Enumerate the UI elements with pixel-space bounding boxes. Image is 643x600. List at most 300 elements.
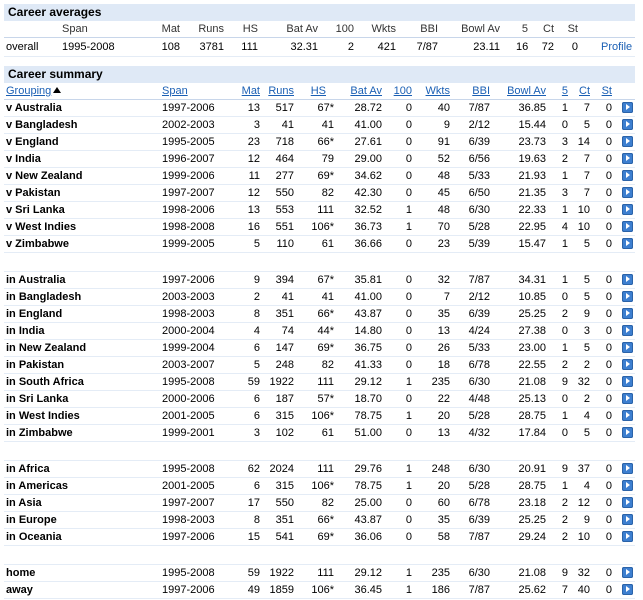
wkts-cell: 186 [431,584,450,596]
hundreds-cell: 0 [405,136,412,148]
hs-cell: 67* [317,274,334,286]
arrow-right-icon[interactable] [622,187,633,198]
st-cell: 0 [605,221,612,233]
runs-cell: 277 [275,170,294,182]
overall-batav: 32.31 [290,41,318,53]
arrow-right-icon[interactable] [622,497,633,508]
batav-cell: 51.00 [354,427,382,439]
arrow-right-icon[interactable] [622,325,633,336]
bowlav-cell: 21.35 [518,187,546,199]
bbi-cell: 6/30 [468,376,490,388]
sort-ct-link[interactable]: Ct [579,85,590,97]
wkts-cell: 13 [437,427,450,439]
arrow-right-icon[interactable] [622,291,633,302]
batav-cell: 27.61 [354,136,382,148]
hs-cell: 69* [317,170,334,182]
grouping-cell: in South Africa [6,376,84,388]
runs-cell: 517 [275,102,294,114]
grouping-cell: v Pakistan [6,187,61,199]
hs-cell: 111 [317,567,334,579]
grouping-cell: in Australia [6,274,66,286]
bowlav-cell: 15.47 [518,238,546,250]
wkts-cell: 35 [437,514,450,526]
batav-cell: 18.70 [354,393,382,405]
summary-row [4,151,635,168]
bowlav-cell: 34.31 [518,274,546,286]
st-cell: 0 [605,584,612,596]
hundreds-cell: 0 [405,393,412,405]
hs-cell: 66* [317,514,334,526]
arrow-right-icon[interactable] [622,410,633,421]
five-cell: 9 [561,376,568,388]
five-cell: 1 [561,204,568,216]
batav-cell: 36.73 [354,221,382,233]
bowlav-cell: 23.73 [518,136,546,148]
ct-cell: 9 [583,514,590,526]
bbi-cell: 4/32 [468,427,490,439]
bbi-cell: 7/87 [468,531,490,543]
arrow-right-icon[interactable] [622,427,633,438]
hundreds-cell: 1 [405,221,412,233]
col-runs: Runs [198,23,224,35]
grouping-cell: in Oceania [6,531,62,543]
hundreds-cell: 0 [405,497,412,509]
mat-cell: 59 [247,567,260,579]
hundreds-cell: 0 [405,427,412,439]
hs-cell: 41 [321,119,334,131]
st-cell: 0 [605,342,612,354]
overall-st: 0 [571,41,578,53]
hundreds-cell: 0 [405,342,412,354]
stats-page [4,4,635,599]
arrow-right-icon[interactable] [622,342,633,353]
overall-hs: 111 [241,41,258,53]
summary-row [4,306,635,323]
span-cell: 1999-2004 [162,342,215,354]
wkts-cell: 20 [437,480,450,492]
arrow-right-icon[interactable] [622,170,633,181]
st-cell: 0 [605,102,612,114]
summary-row [4,289,635,306]
mat-cell: 5 [253,238,260,250]
averages-overall-row [4,38,635,57]
bowlav-cell: 21.08 [518,567,546,579]
hs-cell: 82 [321,497,334,509]
ct-cell: 14 [577,136,590,148]
hs-cell: 57* [317,393,334,405]
hs-cell: 82 [321,359,334,371]
sort-bbi-link[interactable]: BBI [472,85,490,97]
arrow-right-icon[interactable] [622,480,633,491]
bbi-cell: 5/39 [468,238,490,250]
batav-cell: 29.12 [354,376,382,388]
st-cell: 0 [605,291,612,303]
five-cell: 0 [561,393,568,405]
hundreds-cell: 1 [405,463,412,475]
col-hs: HS [242,23,258,35]
arrow-right-icon[interactable] [622,102,633,113]
arrow-right-icon[interactable] [622,514,633,525]
span-cell: 1997-2006 [162,584,215,596]
st-cell: 0 [605,376,612,388]
grouping-cell: in Asia [6,497,42,509]
wkts-cell: 7 [443,291,450,303]
overall-100: 2 [347,41,354,53]
arrow-right-icon[interactable] [622,221,633,232]
ct-cell: 9 [583,308,590,320]
bbi-cell: 7/87 [468,102,490,114]
ct-cell: 37 [577,463,590,475]
ct-cell: 5 [583,119,590,131]
wkts-cell: 235 [431,567,450,579]
mat-cell: 62 [247,463,260,475]
wkts-cell: 35 [437,308,450,320]
batav-cell: 36.45 [354,584,382,596]
arrow-right-icon[interactable] [622,308,633,319]
mat-cell: 4 [253,325,260,337]
batav-cell: 43.87 [354,308,382,320]
summary-row [4,565,635,582]
summary-row [4,461,635,478]
summary-row [4,185,635,202]
summary-row [4,202,635,219]
hs-cell: 111 [317,463,334,475]
hs-cell: 106* [311,221,334,233]
ct-cell: 12 [577,497,590,509]
hundreds-cell: 0 [405,153,412,165]
col-bbi: BBI [420,23,438,35]
col-batav: Bat Av [286,23,318,35]
wkts-cell: 91 [437,136,450,148]
hundreds-cell: 1 [405,410,412,422]
span-cell: 2000-2006 [162,393,215,405]
overall-label: overall [6,41,39,53]
summary-row [4,529,635,546]
wkts-cell: 13 [437,325,450,337]
five-cell: 2 [561,497,568,509]
sort-bowlav-link[interactable]: Bowl Av [507,85,546,97]
batav-cell: 14.80 [354,325,382,337]
grouping-cell: v Sri Lanka [6,204,65,216]
bbi-cell: 2/12 [468,119,490,131]
wkts-cell: 23 [437,238,450,250]
bbi-cell: 5/33 [468,342,490,354]
grouping-cell: in Zimbabwe [6,427,73,439]
hs-cell: 106* [311,410,334,422]
bbi-cell: 6/39 [468,308,490,320]
hundreds-cell: 0 [405,238,412,250]
st-cell: 0 [605,514,612,526]
hundreds-cell: 0 [405,291,412,303]
ct-cell: 10 [577,531,590,543]
bbi-cell: 5/28 [468,480,490,492]
hs-cell: 82 [321,187,334,199]
runs-cell: 1922 [269,567,294,579]
span-cell: 2000-2004 [162,325,215,337]
batav-cell: 36.06 [354,531,382,543]
sort-ascending-icon [53,87,61,93]
summary-row [4,100,635,117]
batav-cell: 36.75 [354,342,382,354]
hundreds-cell: 0 [405,274,412,286]
sort-100-link[interactable]: 100 [393,85,412,97]
mat-cell: 6 [253,480,260,492]
span-cell: 1997-2006 [162,102,215,114]
bbi-cell: 4/48 [468,393,490,405]
sort-wkts-link[interactable]: Wkts [425,85,450,97]
bowlav-cell: 25.62 [518,584,546,596]
hs-cell: 61 [321,427,334,439]
summary-row [4,134,635,151]
overall-mat: 108 [161,41,180,53]
mat-cell: 59 [247,376,260,388]
grouping-cell: in Europe [6,514,57,526]
bowlav-cell: 25.13 [518,393,546,405]
arrow-right-icon[interactable] [622,204,633,215]
ct-cell: 7 [583,102,590,114]
wkts-cell: 45 [437,187,450,199]
wkts-cell: 20 [437,410,450,422]
grouping-cell: in West Indies [6,410,80,422]
hundreds-cell: 0 [405,325,412,337]
mat-cell: 8 [253,514,260,526]
ct-cell: 4 [583,480,590,492]
grouping-cell: in Pakistan [6,359,65,371]
arrow-right-icon[interactable] [622,567,633,578]
col-100: 100 [335,23,354,35]
spacer [4,57,635,66]
mat-cell: 9 [253,274,260,286]
five-cell: 1 [561,342,568,354]
ct-cell: 40 [577,584,590,596]
bowlav-cell: 22.95 [518,221,546,233]
span-cell: 1997-2006 [162,531,215,543]
mat-cell: 8 [253,308,260,320]
hs-cell: 44* [317,325,334,337]
hs-cell: 111 [317,204,334,216]
mat-cell: 23 [247,136,260,148]
grouping-cell: v India [6,153,41,165]
sort-5-link[interactable]: 5 [561,85,568,97]
sort-span-link[interactable]: Span [162,85,188,97]
arrow-right-icon[interactable] [622,274,633,285]
sort-st-link[interactable]: St [601,85,612,97]
summary-header-row [4,83,635,100]
summary-row [4,219,635,236]
span-cell: 1997-2006 [162,274,215,286]
bowlav-cell: 19.63 [518,153,546,165]
span-cell: 1999-2005 [162,238,215,250]
overall-5: 16 [516,41,529,53]
col-bowlav: Bowl Av [461,23,500,35]
mat-cell: 17 [247,497,260,509]
wkts-cell: 70 [437,221,450,233]
grouping-cell: in Sri Lanka [6,393,69,405]
bbi-cell: 6/56 [468,153,490,165]
five-cell: 7 [561,584,568,596]
runs-cell: 351 [275,514,294,526]
col-span: Span [62,23,88,35]
averages-header-row [4,21,635,38]
span-cell: 1995-2008 [162,567,215,579]
batav-cell: 29.12 [354,567,382,579]
arrow-right-icon[interactable] [622,153,633,164]
hs-cell: 66* [317,136,334,148]
bbi-cell: 5/33 [468,170,490,182]
span-cell: 2001-2005 [162,410,215,422]
st-cell: 0 [605,427,612,439]
sort-hs-link[interactable]: HS [310,85,326,97]
grouping-cell: in Bangladesh [6,291,82,303]
five-cell: 1 [561,170,568,182]
five-cell: 1 [561,102,568,114]
wkts-cell: 32 [437,274,450,286]
hundreds-cell: 0 [405,170,412,182]
five-cell: 1 [561,410,568,422]
bbi-cell: 5/28 [468,410,490,422]
span-cell: 1998-2006 [162,204,215,216]
span-cell: 2001-2005 [162,480,215,492]
hundreds-cell: 0 [405,308,412,320]
arrow-right-icon[interactable] [622,393,633,404]
five-cell: 2 [561,308,568,320]
group-separator [4,253,635,272]
span-cell: 1998-2003 [162,308,215,320]
span-cell: 1997-2007 [162,497,215,509]
grouping-cell: in Americas [6,480,68,492]
profile-link[interactable]: Profile [601,41,633,53]
wkts-cell: 48 [437,170,450,182]
bowlav-cell: 23.18 [518,497,546,509]
overall-bbi: 7/87 [416,41,438,53]
runs-cell: 2024 [269,463,294,475]
runs-cell: 74 [281,325,294,337]
grouping-cell: in England [6,308,63,320]
bbi-cell: 4/24 [468,325,490,337]
runs-cell: 551 [275,221,294,233]
runs-cell: 147 [275,342,294,354]
ct-cell: 2 [583,359,590,371]
bowlav-cell: 17.84 [518,427,546,439]
summary-row [4,582,635,599]
batav-cell: 78.75 [354,410,382,422]
summary-row [4,340,635,357]
bbi-cell: 6/30 [468,463,490,475]
hs-cell: 66* [317,308,334,320]
hs-cell: 79 [321,153,334,165]
five-cell: 2 [561,359,568,371]
summary-row [4,425,635,442]
wkts-cell: 18 [437,359,450,371]
runs-cell: 102 [275,427,294,439]
grouping-cell: in India [6,325,45,337]
batav-cell: 36.66 [354,238,382,250]
summary-row [4,357,635,374]
mat-cell: 6 [253,342,260,354]
summary-row [4,272,635,289]
five-cell: 3 [561,136,568,148]
runs-cell: 550 [275,187,294,199]
arrow-right-icon[interactable] [622,136,633,147]
sort-mat-link[interactable]: Mat [241,85,260,97]
ct-cell: 5 [583,291,590,303]
summary-row [4,495,635,512]
batav-cell: 78.75 [354,480,382,492]
runs-cell: 315 [275,480,294,492]
runs-cell: 187 [275,393,294,405]
bowlav-cell: 21.08 [518,376,546,388]
batav-cell: 42.30 [354,187,382,199]
summary-row [4,374,635,391]
five-cell: 1 [561,480,568,492]
bbi-cell: 6/30 [468,204,490,216]
grouping-cell: away [6,584,33,596]
bowlav-cell: 21.93 [518,170,546,182]
hs-cell: 111 [317,376,334,388]
wkts-cell: 248 [431,463,450,475]
wkts-cell: 9 [443,119,450,131]
ct-cell: 10 [577,221,590,233]
runs-cell: 550 [275,497,294,509]
five-cell: 9 [561,567,568,579]
col-mat: Mat [161,23,180,35]
col-5: 5 [521,23,528,35]
arrow-right-icon[interactable] [622,359,633,370]
st-cell: 0 [605,204,612,216]
st-cell: 0 [605,410,612,422]
hs-cell: 61 [321,238,334,250]
mat-cell: 13 [247,204,260,216]
sort-grouping-link[interactable] [6,83,61,99]
mat-cell: 16 [247,221,260,233]
span-cell: 2003-2007 [162,359,215,371]
bowlav-cell: 28.75 [518,480,546,492]
mat-cell: 15 [247,531,260,543]
st-cell: 0 [605,119,612,131]
runs-cell: 315 [275,410,294,422]
st-cell: 0 [605,567,612,579]
bowlav-cell: 15.44 [518,119,546,131]
arrow-right-icon[interactable] [622,119,633,130]
overall-bowlav: 23.11 [473,41,500,53]
arrow-right-icon[interactable] [622,531,633,542]
five-cell: 1 [561,238,568,250]
arrow-right-icon[interactable] [622,463,633,474]
span-cell: 1999-2006 [162,170,215,182]
runs-cell: 718 [275,136,294,148]
five-cell: 2 [561,531,568,543]
bbi-cell: 7/87 [468,584,490,596]
span-cell: 1999-2001 [162,427,215,439]
sort-batav-link[interactable]: Bat Av [350,85,382,97]
arrow-right-icon[interactable] [622,584,633,595]
grouping-cell: v West Indies [6,221,77,233]
ct-cell: 5 [583,427,590,439]
ct-cell: 5 [583,342,590,354]
bbi-cell: 6/78 [468,497,490,509]
st-cell: 0 [605,170,612,182]
ct-cell: 3 [583,325,590,337]
arrow-right-icon[interactable] [622,238,633,249]
span-cell: 1998-2008 [162,221,215,233]
arrow-right-icon[interactable] [622,376,633,387]
hundreds-cell: 0 [405,531,412,543]
summary-row [4,117,635,134]
runs-cell: 248 [275,359,294,371]
hundreds-cell: 0 [405,102,412,114]
sort-runs-link[interactable]: Runs [268,85,294,97]
runs-cell: 351 [275,308,294,320]
